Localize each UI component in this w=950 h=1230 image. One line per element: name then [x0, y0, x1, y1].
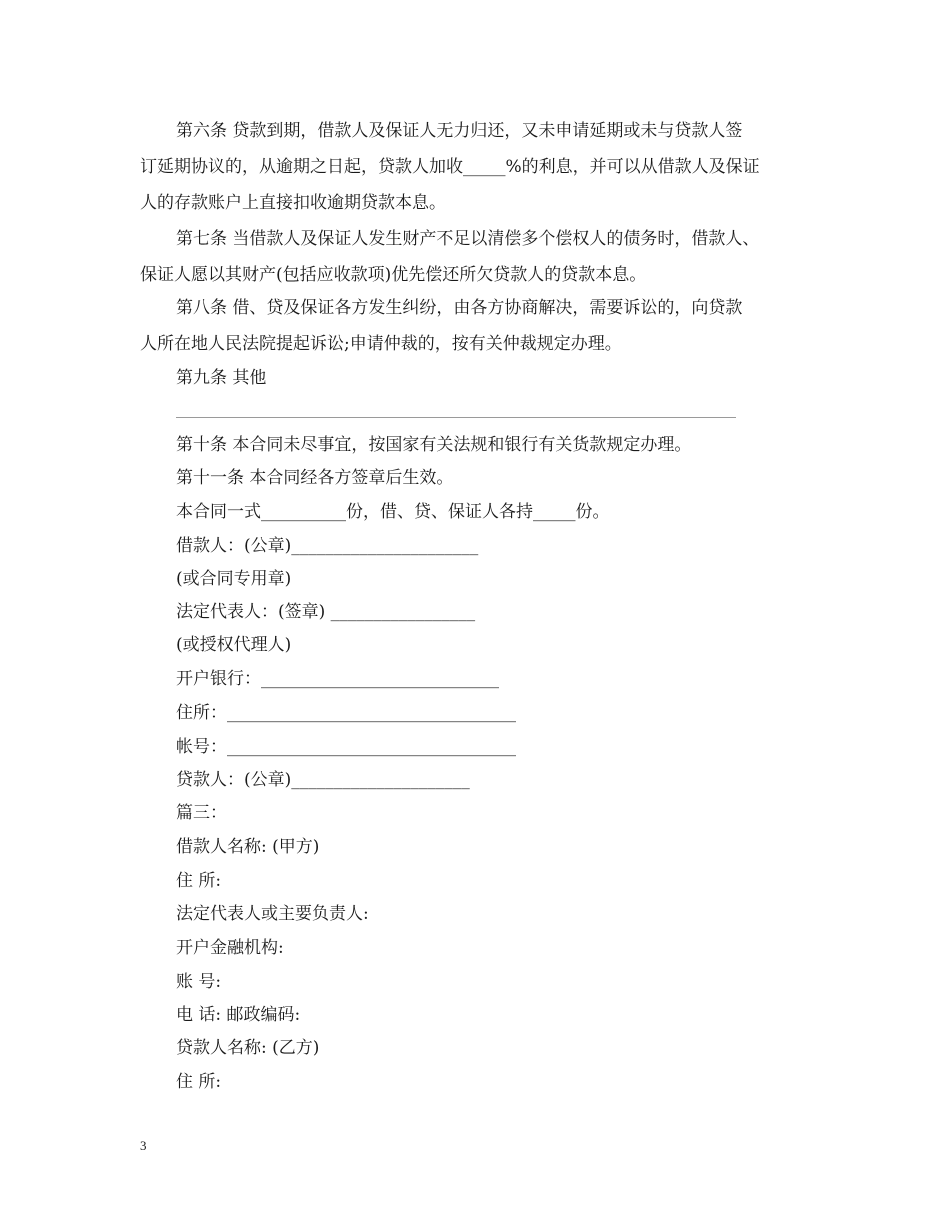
contract-seal-note: (或合同专用章)	[176, 569, 292, 589]
borrower-address-field: 住 所:	[176, 871, 222, 891]
borrower-seal-line: 借款人：(公章)______________________	[176, 536, 479, 556]
lender-seal-line: 贷款人：(公章)_____________________	[176, 770, 470, 790]
lender-address-field: 住 所:	[176, 1072, 222, 1092]
financial-institution-field: 开户金融机构:	[176, 938, 284, 958]
article-11: 第十一条 本合同经各方签章后生效。	[176, 468, 454, 488]
article-9: 第九条 其他	[176, 368, 267, 388]
legal-rep-signature-line: 法定代表人：(签章) _________________	[176, 602, 476, 622]
section-three-heading: 篇三：	[176, 803, 227, 823]
lender-name-field: 贷款人名称: (乙方)	[176, 1038, 320, 1058]
borrower-name-field: 借款人名称: (甲方)	[176, 837, 320, 857]
article-6-line-3: 人的存款账户上直接扣收逾期贷款本息。	[140, 193, 446, 213]
authorized-agent-note: (或授权代理人)	[176, 635, 292, 655]
article-7-line-1: 第七条 当借款人及保证人发生财产不足以清偿多个偿权人的债务时，借款人、	[176, 229, 760, 249]
article-8-line-1: 第八条 借、贷及保证各方发生纠纷，由各方协商解决，需要诉讼的，向贷款	[176, 298, 743, 318]
address-line: 住所：__________________________________	[176, 703, 516, 723]
page-number: 3	[140, 1138, 147, 1153]
article-10: 第十条 本合同未尽事宜，按国家有关法规和银行有关货款规定办理。	[176, 435, 692, 455]
blank-fill-line	[176, 417, 736, 418]
bank-line: 开户银行：____________________________	[176, 669, 499, 689]
article-8-line-2: 人所在地人民法院提起诉讼;申请仲裁的，按有关仲裁规定办理。	[140, 334, 622, 354]
legal-rep-field: 法定代表人或主要负责人:	[176, 904, 369, 924]
article-6-line-2: 订延期协议的，从逾期之日起，贷款人加收_____%的利息，并可以从借款人及保证	[140, 157, 760, 177]
copies-line: 本合同一式__________份，借、贷、保证人各持_____份。	[176, 502, 610, 522]
account-line: 帐号：__________________________________	[176, 737, 516, 757]
account-number-field: 账 号:	[176, 972, 222, 992]
article-7-line-2: 保证人愿以其财产(包括应收款项)优先偿还所欠贷款人的贷款本息。	[140, 265, 647, 285]
article-6-line-1: 第六条 贷款到期，借款人及保证人无力归还，又未申请延期或未与贷款人签	[176, 121, 743, 141]
phone-postcode-field: 电 话: 邮政编码:	[176, 1005, 301, 1025]
